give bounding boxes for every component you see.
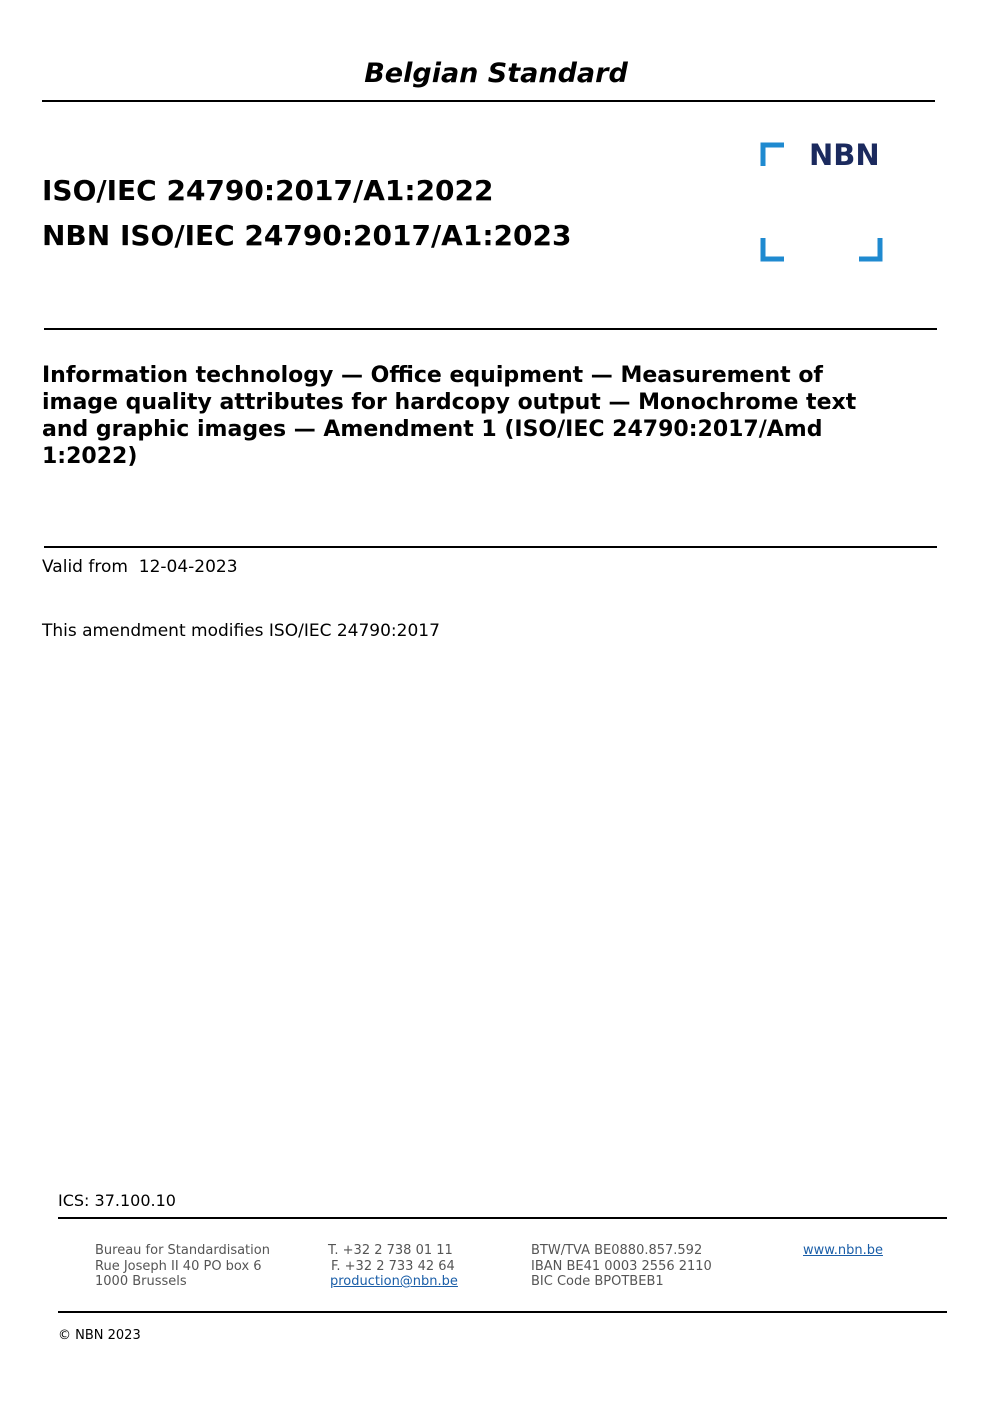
footer-email-link[interactable]: production@nbn.be	[330, 1274, 458, 1289]
footer-contact	[328, 1243, 458, 1290]
valid-from	[42, 556, 238, 578]
footer-banking	[531, 1243, 712, 1290]
footer-vat: BTW/TVA BE0880.857.592	[531, 1243, 703, 1258]
title-top-divider	[44, 328, 937, 330]
footer-phone: T. +32 2 738 01 11	[328, 1243, 453, 1258]
title-bottom-divider	[44, 546, 937, 548]
nbn-standard-number: NBN ISO/IEC 24790:2017/A1:2023	[42, 219, 572, 252]
footer-website-link[interactable]: www.nbn.be	[803, 1243, 883, 1258]
nbn-logo	[760, 140, 886, 265]
logo-corner-bottom-right-icon	[857, 236, 883, 262]
footer-bottom-divider	[58, 1311, 947, 1313]
copyright-notice: © NBN 2023	[58, 1328, 141, 1343]
logo-corner-top-left-icon	[760, 142, 786, 168]
amendment-note: This amendment modifies ISO/IEC 24790:2017	[42, 621, 440, 641]
valid-from-label: Valid from	[42, 557, 128, 577]
footer-address-line: Bureau for Standardisation	[95, 1243, 270, 1258]
footer-fax: F. +32 2 733 42 64	[331, 1258, 455, 1274]
footer-bic: BIC Code BPOTBEB1	[531, 1274, 664, 1289]
logo-wordmark: NBN	[809, 138, 880, 172]
footer-iban: IBAN BE41 0003 2556 2110	[531, 1258, 712, 1274]
footer-top-divider	[58, 1217, 947, 1219]
footer-address-line: Rue Joseph II 40 PO box 6	[95, 1258, 262, 1274]
valid-from-date: 12-04-2023	[138, 557, 238, 577]
document-type-heading: Belgian Standard	[364, 58, 628, 89]
logo-corner-bottom-left-icon	[760, 236, 786, 262]
footer-website	[803, 1243, 883, 1259]
header-divider	[42, 100, 935, 102]
ics-code: ICS: 37.100.10	[58, 1191, 176, 1210]
footer-address	[95, 1243, 270, 1290]
footer-address-line: 1000 Brussels	[95, 1274, 187, 1289]
document-title: Information technology — Office equipment — Measurement of image quality attributes for hardcopy output — Monochrome text and graphic images — Amendment 1 (ISO/IEC 24790:2017/Amd 1:2022)	[42, 363, 857, 469]
iso-standard-number: ISO/IEC 24790:2017/A1:2022	[42, 174, 494, 207]
